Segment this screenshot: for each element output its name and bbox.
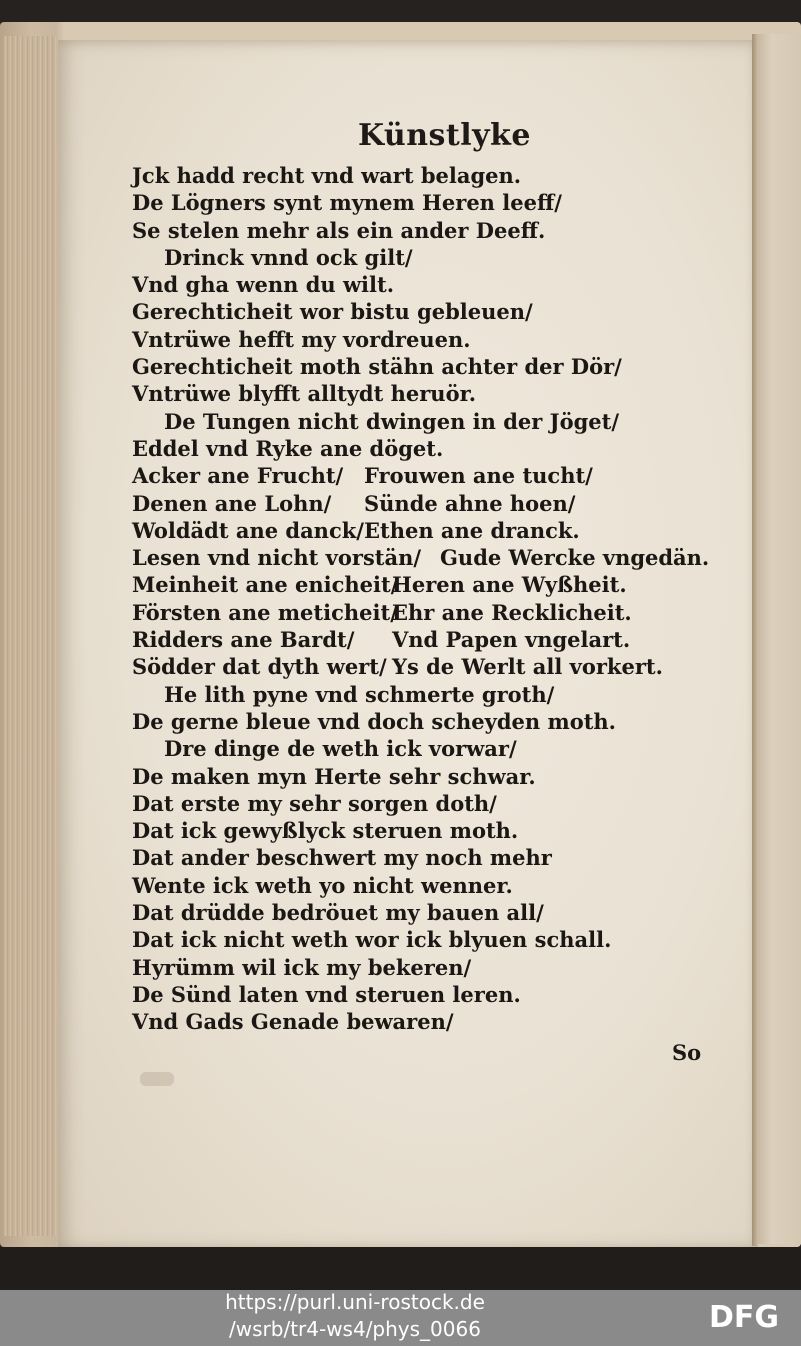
verse-line-text: Jck hadd recht vnd wart belagen. (132, 163, 522, 188)
verse-line-text: De Tungen nicht dwingen in der Jöget/ (164, 408, 620, 434)
verse-line (132, 817, 732, 844)
verse-line (132, 681, 732, 708)
verse-line-text: Dat ick gewyßlyck steruen moth. (132, 818, 519, 844)
running-head: Künstlyke (358, 118, 531, 153)
verse-line-second-half: Sünde ahne hoen/ (364, 490, 576, 516)
verse-line (132, 708, 732, 735)
verse-line-text: De Lögners synt mynem Heren leeff/ (132, 190, 562, 216)
verse-line-text: Woldädt ane danck/ (132, 517, 364, 543)
verse-line-second-half: Frouwen ane tucht/ (364, 463, 593, 489)
verse-line-second-half: Ys de Werlt all vorkert. (392, 654, 663, 680)
verse-line (132, 899, 732, 926)
verse-line (132, 162, 732, 189)
verse-line-text: Eddel vnd Ryke ane döget. (132, 435, 444, 461)
verse-line-text: De gerne bleue vnd doch scheyden moth. (132, 708, 616, 734)
verse-line (132, 872, 732, 899)
verse-line (132, 435, 732, 462)
verse-line (132, 244, 732, 271)
verse-line (132, 844, 732, 871)
verse-line (132, 326, 732, 353)
verse-line (132, 271, 732, 298)
verse-line-text: Försten ane meticheit/ (132, 599, 398, 625)
verse-line-text: Gerechticheit wor bistu gebleuen/ (132, 299, 533, 325)
verse-line (132, 981, 732, 1008)
dfg-logo[interactable] (707, 1300, 793, 1332)
verse-line-second-half: Ehr ane Recklicheit. (392, 599, 632, 625)
page-edges (4, 36, 56, 1236)
verse-line (132, 490, 732, 517)
verse-line (132, 653, 732, 680)
verse-line-text: Dat drüdde bedröuet my bauen all/ (132, 900, 544, 926)
verse-line-text: Vntrüwe blyfft alltydt heruör. (132, 381, 477, 407)
verse-line (132, 517, 732, 544)
verse-line (132, 462, 732, 489)
verse-line-text: Ridders ane Bardt/ (132, 627, 355, 653)
verse-line (132, 1008, 732, 1035)
verse-line (132, 954, 732, 981)
verse-line-text: Södder dat dyth wert/ (132, 654, 387, 680)
ink-smudge (140, 1072, 174, 1086)
scan-top-edge (0, 0, 801, 22)
verse-line-text: De maken myn Herte sehr schwar. (132, 763, 536, 789)
verse-line (132, 217, 732, 244)
dfg-logo-text: DFG (709, 1300, 780, 1332)
verse-line-text: Dre dinge de weth ick vorwar/ (164, 736, 517, 762)
verse-line (132, 353, 732, 380)
verse-line (132, 926, 732, 953)
permalink-line-1[interactable]: https://purl.uni-rostock.de (225, 1290, 485, 1314)
verse-line-text: Vnd gha wenn du wilt. (132, 272, 395, 298)
verse-line-second-half: Vnd Papen vngelart. (392, 627, 631, 653)
verse-line-text: Hyrümm wil ick my bekeren/ (132, 954, 472, 980)
verse-line (132, 763, 732, 790)
verse-line-text: Denen ane Lohn/ (132, 490, 332, 516)
verse-line (132, 380, 732, 407)
verse-line-text: Drinck vnnd ock gilt/ (164, 244, 413, 270)
permalink-line-2[interactable]: /wsrb/tr4-ws4/phys_0066 (229, 1317, 481, 1341)
verse-line-text: Acker ane Frucht/ (132, 463, 344, 489)
verse-line-text: Dat erste my sehr sorgen doth/ (132, 790, 497, 816)
verse-line (132, 571, 732, 598)
verse-line-text: Meinheit ane enicheit/ (132, 572, 399, 598)
verse-line (132, 626, 732, 653)
verse-line-text: Gerechticheit moth stähn achter der Dör/ (132, 354, 622, 380)
verse-line-text: Dat ander beschwert my noch mehr (132, 845, 552, 871)
verse-line (132, 298, 732, 325)
verse-line-second-half: Gude Wercke vngedän. (440, 545, 710, 571)
verse-line-text: Wente ick weth yo nicht wenner. (132, 872, 513, 898)
verse-line-second-half: Ethen ane dranck. (364, 517, 580, 543)
verse-line (132, 790, 732, 817)
verse-line (132, 189, 732, 216)
verse-line-text: Dat ick nicht weth wor ick blyuen schall. (132, 927, 612, 953)
page-gutter (752, 34, 758, 1246)
verse-line-text: Lesen vnd nicht vorstän/ (132, 545, 422, 571)
catchword: So (672, 1040, 702, 1065)
verse-line-text: He lith pyne vnd schmerte groth/ (164, 681, 555, 707)
scan-bottom-edge (0, 1247, 801, 1290)
verse-line (132, 544, 732, 571)
verse-line-text: Se stelen mehr als ein ander Deeff. (132, 217, 546, 243)
verse-line-second-half: Heren ane Wyßheit. (392, 572, 627, 598)
verse-line (132, 408, 732, 435)
verse-line (132, 735, 732, 762)
verse-line (132, 599, 732, 626)
facing-leaf (752, 34, 801, 1244)
verse-line-text: Vntrüwe hefft my vordreuen. (132, 326, 471, 352)
verse-line-text: Vnd Gads Genade bewaren/ (132, 1009, 454, 1035)
verse-line-text: De Sünd laten vnd steruen leren. (132, 981, 521, 1007)
verse-text-block (132, 162, 732, 1036)
